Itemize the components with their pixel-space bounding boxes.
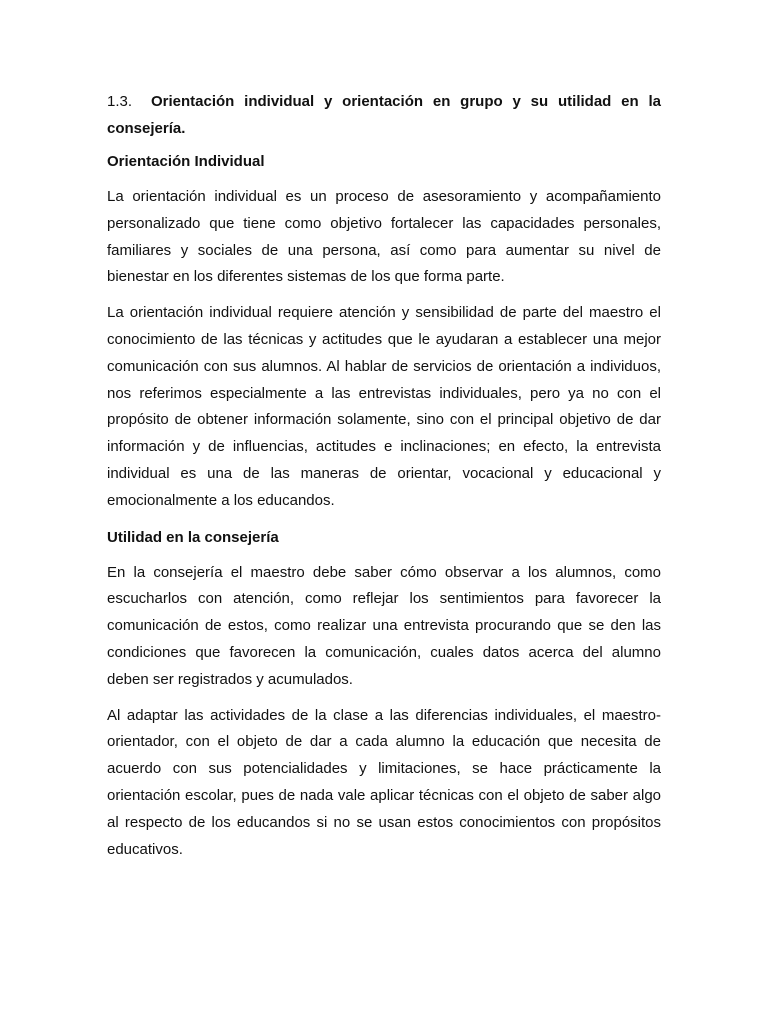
paragraph: La orientación individual es un proceso de asesoramiento y acompañamiento personalizado que tiene como objetivo fortalecer las capacidades personales, familiares y sociales de una persona, así como para aumentar su nivel de bienestar en los diferentes sistemas de los que forma parte.: [107, 188, 661, 286]
section-number: 1.3.: [107, 93, 133, 110]
paragraph: Al adaptar las actividades de la clase a las diferencias individuales, el maestro-orientador, con el objeto de dar a cada alumno la educación que necesita de acuerdo con sus potencialidades y limitaciones, se hace prácticamente la orientación escolar, pues de nada vale aplicar técnicas con el objeto de saber algo al respecto de los educandos si no se usan estos conocimientos con propósitos educativos.: [107, 706, 661, 858]
subheading-utilidad-consejeria: Utilidad en la consejería: [107, 528, 279, 546]
paragraph: En la consejería el maestro debe saber cómo observar a los alumnos, como escucharlos con atención, como reflejar los sentimientos para favorecer la comunicación de estos, como realizar una entrevista procurando que se den las condiciones que favorecen la comunicación, cuales datos acerca del alumno deben ser registrados y acumulados.: [107, 563, 661, 688]
document-body: [107, 88, 661, 872]
subheading-orientacion-individual: Orientación Individual: [107, 153, 265, 170]
section-heading: [107, 88, 661, 142]
section-title: Orientación individual y orientación en grupo y su utilidad en la consejería.: [107, 93, 661, 137]
paragraph: La orientación individual requiere atención y sensibilidad de parte del maestro el conocimiento de las técnicas y actitudes que le ayudaran a establecer una mejor comunicación con sus alumnos. Al hablar de servicios de orientación a individuos, nos referimos especialmente a las entrevistas individuales, pero ya no con el propósito de obtener información solamente, sino con el principal objetivo de dar información y de influencias, actitudes e inclinaciones; en efecto, la entrevista individual es una de las maneras de orientar, vocacional y educacional y emocionalmente a los educandos.: [107, 304, 661, 509]
